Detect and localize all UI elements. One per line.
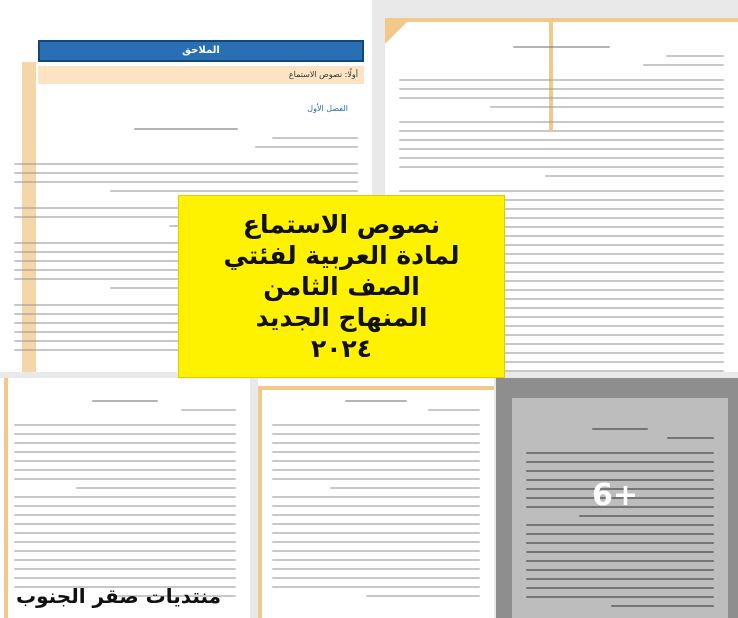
overlay-line-1: نصوص الاستماع bbox=[242, 210, 441, 239]
forum-watermark: منتديات صقر الجنوب bbox=[16, 584, 222, 608]
overlay-line-4: المنهاج الجديد bbox=[255, 303, 428, 332]
more-images-badge[interactable]: 6+ bbox=[592, 478, 639, 513]
document-page-lesson-3 bbox=[0, 378, 250, 618]
appendix-banner bbox=[38, 40, 364, 62]
page-text-block bbox=[14, 400, 236, 604]
appendix-banner-title: الملاحق bbox=[182, 45, 220, 56]
frame-line bbox=[385, 18, 738, 22]
overlay-line-5: ٢٠٢٤ bbox=[310, 334, 373, 363]
overlay-line-3: الصف الثامن bbox=[263, 272, 420, 301]
frame-line bbox=[4, 378, 8, 618]
frame-line bbox=[258, 386, 494, 390]
frame-line bbox=[258, 386, 262, 618]
page-text-block bbox=[272, 400, 480, 604]
page-text-block bbox=[526, 428, 714, 614]
title-overlay bbox=[178, 195, 505, 378]
document-page-lesson-4 bbox=[258, 378, 494, 618]
section-title: أولًا: نصوص الاستماع bbox=[288, 70, 358, 79]
subsection-title: الفصل الأول bbox=[307, 104, 348, 113]
overlay-line-2: لمادة العربية لفئتي bbox=[223, 241, 460, 270]
